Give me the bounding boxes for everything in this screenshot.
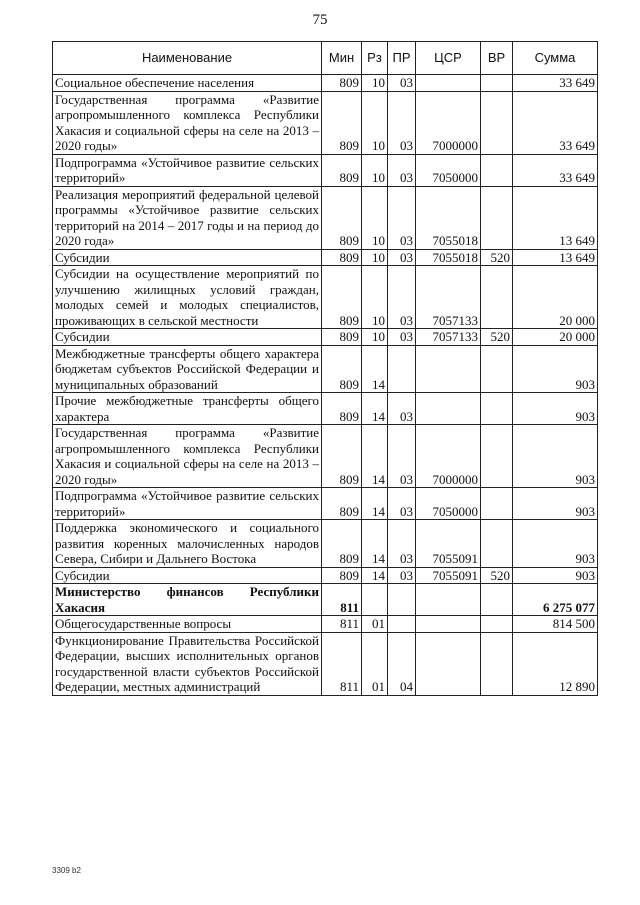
budget-table — [52, 41, 598, 696]
cell-pr: 03 — [388, 488, 416, 520]
header-sum: Сумма — [513, 42, 598, 75]
cell-vr — [481, 154, 513, 186]
cell-sum: 903 — [513, 567, 598, 584]
cell-min: 811 — [322, 584, 362, 616]
cell-pr — [388, 345, 416, 393]
cell-sum: 903 — [513, 520, 598, 568]
cell-pr: 03 — [388, 329, 416, 346]
cell-name: Субсидии — [53, 329, 322, 346]
table-row — [53, 154, 598, 186]
cell-name: Субсидии на осуществление мероприятий по улучшению жилищных условий граждан, молодых семей и молодых специалистов, проживающих в сельской местности — [53, 266, 322, 329]
cell-name: Поддержка экономического и социального развития коренных малочисленных народов Севера, Сибири и Дальнего Востока — [53, 520, 322, 568]
cell-vr — [481, 266, 513, 329]
header-vr: ВР — [481, 42, 513, 75]
table-row — [53, 425, 598, 488]
cell-rz — [362, 584, 388, 616]
cell-rz: 10 — [362, 266, 388, 329]
cell-sum: 33 649 — [513, 75, 598, 92]
table-row — [53, 632, 598, 695]
cell-rz: 10 — [362, 249, 388, 266]
cell-vr — [481, 520, 513, 568]
cell-vr — [481, 584, 513, 616]
cell-name: Реализация мероприятий федеральной целевой программы «Устойчивое развитие сельских территорий на 2014 – 2017 годы и на период до 2020 года» — [53, 186, 322, 249]
cell-pr: 04 — [388, 632, 416, 695]
table-row — [53, 616, 598, 633]
cell-name: Социальное обеспечение населения — [53, 75, 322, 92]
table-row — [53, 75, 598, 92]
table-row — [53, 329, 598, 346]
header-min: Мин — [322, 42, 362, 75]
cell-vr — [481, 393, 513, 425]
cell-pr: 03 — [388, 154, 416, 186]
footer-code: 3309 b2 — [52, 866, 81, 875]
cell-sum: 903 — [513, 488, 598, 520]
cell-min: 809 — [322, 329, 362, 346]
header-pr: ПР — [388, 42, 416, 75]
cell-pr: 03 — [388, 425, 416, 488]
cell-rz: 10 — [362, 329, 388, 346]
cell-csr — [416, 75, 481, 92]
cell-vr — [481, 75, 513, 92]
cell-sum: 12 890 — [513, 632, 598, 695]
cell-name: Общегосударственные вопросы — [53, 616, 322, 633]
cell-rz: 14 — [362, 567, 388, 584]
cell-rz: 14 — [362, 345, 388, 393]
cell-min: 809 — [322, 154, 362, 186]
cell-vr — [481, 91, 513, 154]
header-rz: Рз — [362, 42, 388, 75]
cell-min: 809 — [322, 488, 362, 520]
table-header-row — [53, 42, 598, 75]
cell-min: 809 — [322, 75, 362, 92]
cell-name: Функционирование Правительства Российской Федерации, высших исполнительных органов государственной власти субъектов Российской Федерации, местных администраций — [53, 632, 322, 695]
cell-rz: 10 — [362, 154, 388, 186]
cell-vr: 520 — [481, 249, 513, 266]
cell-csr: 7050000 — [416, 488, 481, 520]
cell-sum: 814 500 — [513, 616, 598, 633]
table-row — [53, 393, 598, 425]
table-row — [53, 266, 598, 329]
table-row — [53, 488, 598, 520]
cell-name: Подпрограмма «Устойчивое развитие сельских территорий» — [53, 488, 322, 520]
cell-pr — [388, 584, 416, 616]
cell-pr: 03 — [388, 393, 416, 425]
cell-csr: 7000000 — [416, 425, 481, 488]
cell-sum: 13 649 — [513, 249, 598, 266]
cell-min: 809 — [322, 520, 362, 568]
cell-pr — [388, 616, 416, 633]
cell-rz: 10 — [362, 91, 388, 154]
cell-csr: 7057133 — [416, 329, 481, 346]
cell-csr: 7055091 — [416, 567, 481, 584]
cell-name: Межбюджетные трансферты общего характера бюджетам субъектов Российской Федерации и муниципальных образований — [53, 345, 322, 393]
cell-pr: 03 — [388, 520, 416, 568]
cell-sum: 903 — [513, 425, 598, 488]
cell-rz: 14 — [362, 520, 388, 568]
cell-vr: 520 — [481, 329, 513, 346]
cell-vr: 520 — [481, 567, 513, 584]
cell-vr — [481, 186, 513, 249]
table-row — [53, 186, 598, 249]
cell-min: 809 — [322, 249, 362, 266]
cell-min: 809 — [322, 266, 362, 329]
cell-sum: 20 000 — [513, 266, 598, 329]
cell-name: Министерство финансов Республики Хакасия — [53, 584, 322, 616]
table-row — [53, 567, 598, 584]
cell-sum: 903 — [513, 393, 598, 425]
cell-min: 809 — [322, 345, 362, 393]
cell-rz: 10 — [362, 75, 388, 92]
cell-vr — [481, 345, 513, 393]
table-row — [53, 584, 598, 616]
cell-rz: 14 — [362, 488, 388, 520]
cell-sum: 903 — [513, 345, 598, 393]
cell-csr — [416, 632, 481, 695]
cell-csr: 7055091 — [416, 520, 481, 568]
cell-name: Прочие межбюджетные трансферты общего характера — [53, 393, 322, 425]
cell-pr: 03 — [388, 567, 416, 584]
cell-csr — [416, 393, 481, 425]
table-row — [53, 345, 598, 393]
cell-pr: 03 — [388, 266, 416, 329]
cell-rz: 14 — [362, 393, 388, 425]
cell-sum: 20 000 — [513, 329, 598, 346]
cell-name: Государственная программа «Развитие агропромышленного комплекса Республики Хакасия и социальной сферы на селе на 2013 – 2020 годы» — [53, 91, 322, 154]
cell-name: Субсидии — [53, 249, 322, 266]
cell-csr — [416, 584, 481, 616]
cell-vr — [481, 632, 513, 695]
cell-csr — [416, 345, 481, 393]
cell-name: Государственная программа «Развитие агропромышленного комплекса Республики Хакасия и социальной сферы на селе на 2013 – 2020 годы» — [53, 425, 322, 488]
cell-min: 811 — [322, 632, 362, 695]
cell-pr: 03 — [388, 91, 416, 154]
cell-min: 809 — [322, 425, 362, 488]
table-body — [53, 75, 598, 696]
cell-csr: 7057133 — [416, 266, 481, 329]
table-row — [53, 249, 598, 266]
cell-pr: 03 — [388, 75, 416, 92]
cell-vr — [481, 488, 513, 520]
cell-rz: 01 — [362, 632, 388, 695]
cell-vr — [481, 616, 513, 633]
cell-pr: 03 — [388, 186, 416, 249]
cell-csr: 7055018 — [416, 186, 481, 249]
table-row — [53, 520, 598, 568]
cell-rz: 14 — [362, 425, 388, 488]
cell-name: Подпрограмма «Устойчивое развитие сельских территорий» — [53, 154, 322, 186]
cell-pr: 03 — [388, 249, 416, 266]
cell-sum: 33 649 — [513, 154, 598, 186]
header-name: Наименование — [53, 42, 322, 75]
cell-csr — [416, 616, 481, 633]
cell-sum: 13 649 — [513, 186, 598, 249]
cell-min: 811 — [322, 616, 362, 633]
cell-min: 809 — [322, 567, 362, 584]
cell-rz: 10 — [362, 186, 388, 249]
cell-min: 809 — [322, 393, 362, 425]
header-csr: ЦСР — [416, 42, 481, 75]
cell-csr: 7050000 — [416, 154, 481, 186]
cell-sum: 33 649 — [513, 91, 598, 154]
cell-sum: 6 275 077 — [513, 584, 598, 616]
page-number: 75 — [312, 12, 328, 28]
cell-vr — [481, 425, 513, 488]
table-row — [53, 91, 598, 154]
cell-min: 809 — [322, 91, 362, 154]
cell-csr: 7055018 — [416, 249, 481, 266]
cell-min: 809 — [322, 186, 362, 249]
cell-rz: 01 — [362, 616, 388, 633]
cell-name: Субсидии — [53, 567, 322, 584]
cell-csr: 7000000 — [416, 91, 481, 154]
